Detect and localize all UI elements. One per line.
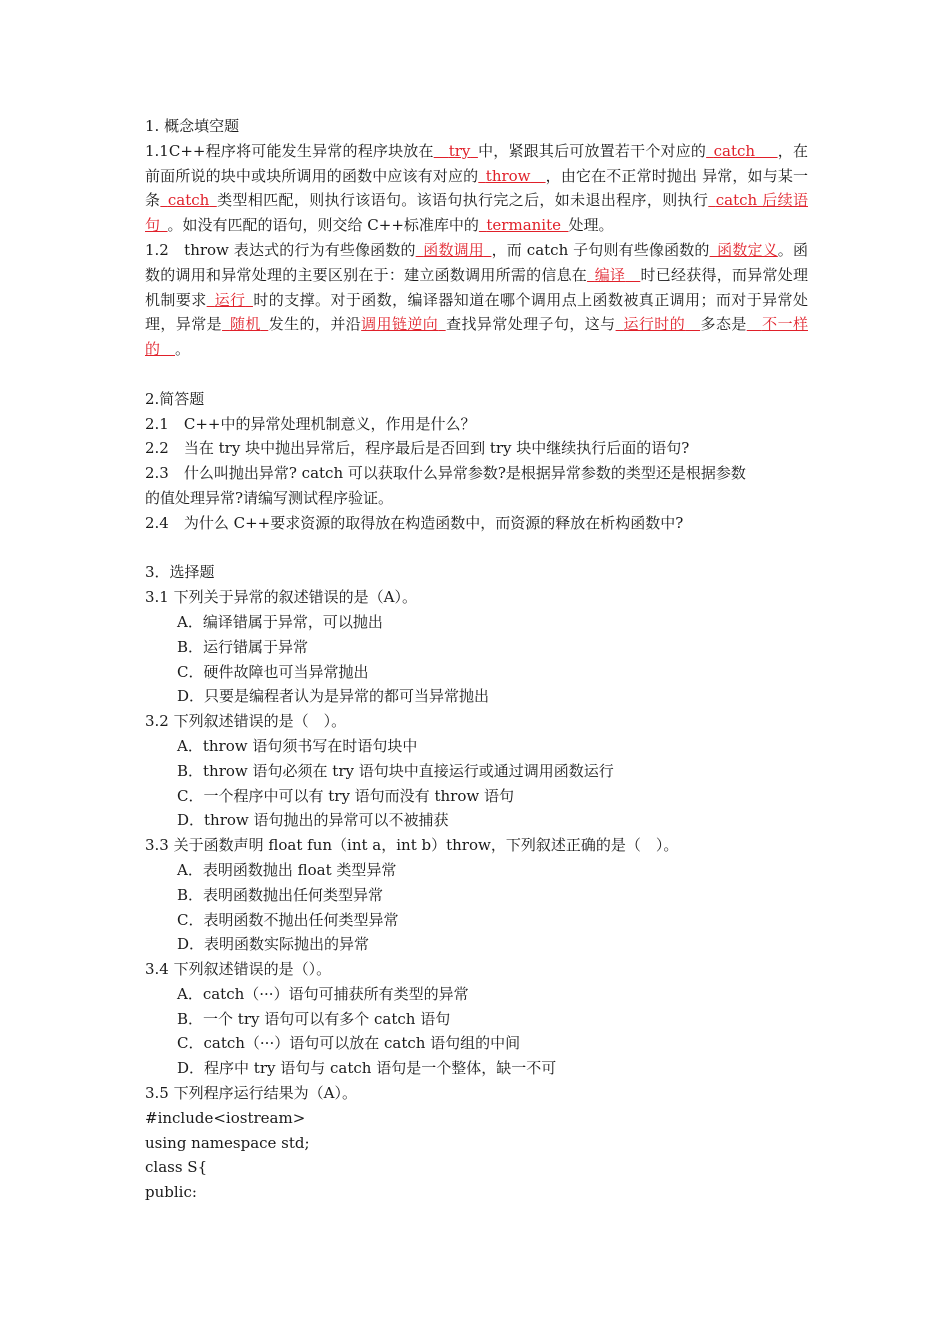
answer-function-call: 函数调用	[423, 240, 484, 259]
answer-throw: throw	[485, 166, 531, 185]
answer-try: try	[448, 141, 471, 160]
option-3-1-c: C．硬件故障也可当异常抛出	[177, 662, 369, 681]
section2-title: 2.简答题	[145, 389, 205, 408]
text-run: 处理。	[568, 216, 614, 235]
text-run: 。	[175, 340, 191, 359]
option-3-1-d: D．只要是编程者认为是异常的都可当异常抛出	[177, 687, 490, 706]
option-3-2-c: C．一个程序中可以有 try 语句而没有 throw 语句	[177, 786, 514, 805]
document-page	[145, 114, 808, 1205]
answer-catch-follow: catch 后续语句	[145, 191, 808, 235]
question-3-5-stem: 3.5 下列程序运行结果为（A）。	[145, 1084, 357, 1103]
text-run: 1.1C++程序将可能发生异常的程序块放在	[145, 141, 434, 160]
option-3-3-c: C．表明函数不抛出任何类型异常	[177, 910, 399, 929]
option-3-3-a: A．表明函数抛出 float 类型异常	[177, 860, 397, 879]
option-3-1-b: B．运行错属于异常	[177, 637, 309, 656]
text-run: 中，紧跟其后可放置若干个对应的	[477, 141, 707, 160]
answer-catch: catch	[713, 141, 756, 160]
question-2-2: 2.2 当在 try 块中抛出异常后，程序最后是否回到 try 块中继续执行后面的语句?	[145, 439, 690, 458]
text-run: 时的支撑。对于函数，编译器知道在哪个调用点上函数被真正调用；而对于异常处理，异常是	[145, 290, 808, 334]
question-2-3-line1: 2.3 什么叫抛出异常? catch 可以获取什么异常参数?是根据异常参数的类型还是根据参数	[145, 464, 746, 483]
question-3-4-stem: 3.4 下列叙述错误的是（）。	[145, 960, 332, 979]
code-line: public:	[145, 1183, 197, 1202]
option-3-3-b: B．表明函数抛出任何类型异常	[177, 885, 384, 904]
answer-termanite: termanite	[486, 216, 562, 235]
question-3-3-stem: 3.3 关于函数声明 float fun（int a，int b）throw，下列叙述正确的是（ ）。	[145, 836, 679, 855]
answer-runtime-of: 运行时的	[623, 315, 686, 334]
question-2-1: 2.1 C++中的异常处理机制意义，作用是什么？	[145, 414, 476, 433]
text-run: ，在前面所说的块中或块所调用的函数中应该有对应的	[145, 141, 808, 185]
option-3-4-b: B．一个 try 语句可以有多个 catch 语句	[177, 1009, 451, 1028]
option-3-2-b: B．throw 语句必须在 try 语句块中直接运行或通过调用函数运行	[177, 761, 614, 780]
text-run: 时已经获得，而异常处理机制要求	[145, 265, 808, 309]
option-3-1-a: A．编译错属于异常，可以抛出	[177, 612, 383, 631]
text-run: 。函数的调用和异常处理的主要区别在于：建立函数调用所需的信息在	[145, 240, 808, 284]
answer-catch-type: catch	[167, 191, 210, 210]
question-3-2-stem: 3.2 下列叙述错误的是（ ）。	[145, 712, 347, 731]
code-line: #include<iostream>	[145, 1108, 306, 1127]
paragraph-1-1	[145, 139, 808, 238]
option-3-4-c: C．catch（···）语句可以放在 catch 语句组的中间	[177, 1034, 521, 1053]
option-3-4-d: D．程序中 try 语句与 catch 语句是一个整体，缺一不可	[177, 1059, 557, 1078]
answer-different: 不一样的	[145, 315, 808, 359]
answer-random: 随机	[229, 315, 261, 334]
option-3-3-d: D．表明函数实际抛出的异常	[177, 935, 370, 954]
text-run: 1.2 throw 表达式的行为有些像函数的	[145, 240, 416, 259]
option-3-4-a: A．catch（···）语句可捕获所有类型的异常	[177, 984, 469, 1003]
answer-call-chain: 调用链逆向	[361, 315, 439, 334]
question-3-1-stem: 3.1 下列关于异常的叙述错误的是（A）。	[145, 588, 417, 607]
answer-compile: 编译	[594, 265, 626, 284]
answer-function-definition: 函数定义	[717, 240, 778, 259]
paragraph-1-2	[145, 238, 808, 362]
section1-title: 1. 概念填空题	[145, 117, 240, 135]
section3-title: 3．选择题	[145, 563, 215, 582]
answer-runtime: 运行	[214, 290, 246, 309]
spacer	[145, 536, 808, 561]
code-line: using namespace std;	[145, 1133, 310, 1152]
text-run: ，由它在不正常时抛出 异常，如与某一条	[145, 166, 808, 210]
text-run: 。如没有匹配的语句，则交给 C++标准库中的	[167, 216, 479, 235]
question-2-4: 2.4 为什么 C++要求资源的取得放在构造函数中，而资源的释放在析构函数中?	[145, 513, 684, 532]
question-2-3-line2: 的值处理异常?请编写测试程序验证。	[145, 488, 394, 507]
text-run: 类型相匹配，则执行该语句。该语句执行完之后，如未退出程序，则执行	[216, 191, 709, 210]
option-3-2-a: A．throw 语句须书写在时语句块中	[177, 736, 418, 755]
option-3-2-d: D．throw 语句抛出的异常可以不被捕获	[177, 811, 449, 830]
text-run: ，而 catch 子句则有些像函数的	[491, 240, 710, 259]
spacer	[145, 362, 808, 387]
text-run: 多态是	[700, 315, 747, 334]
text-run: 发生的，并沿	[268, 315, 362, 334]
text-run: 查找异常处理子句，这与	[445, 315, 616, 334]
code-line: class S{	[145, 1158, 208, 1177]
